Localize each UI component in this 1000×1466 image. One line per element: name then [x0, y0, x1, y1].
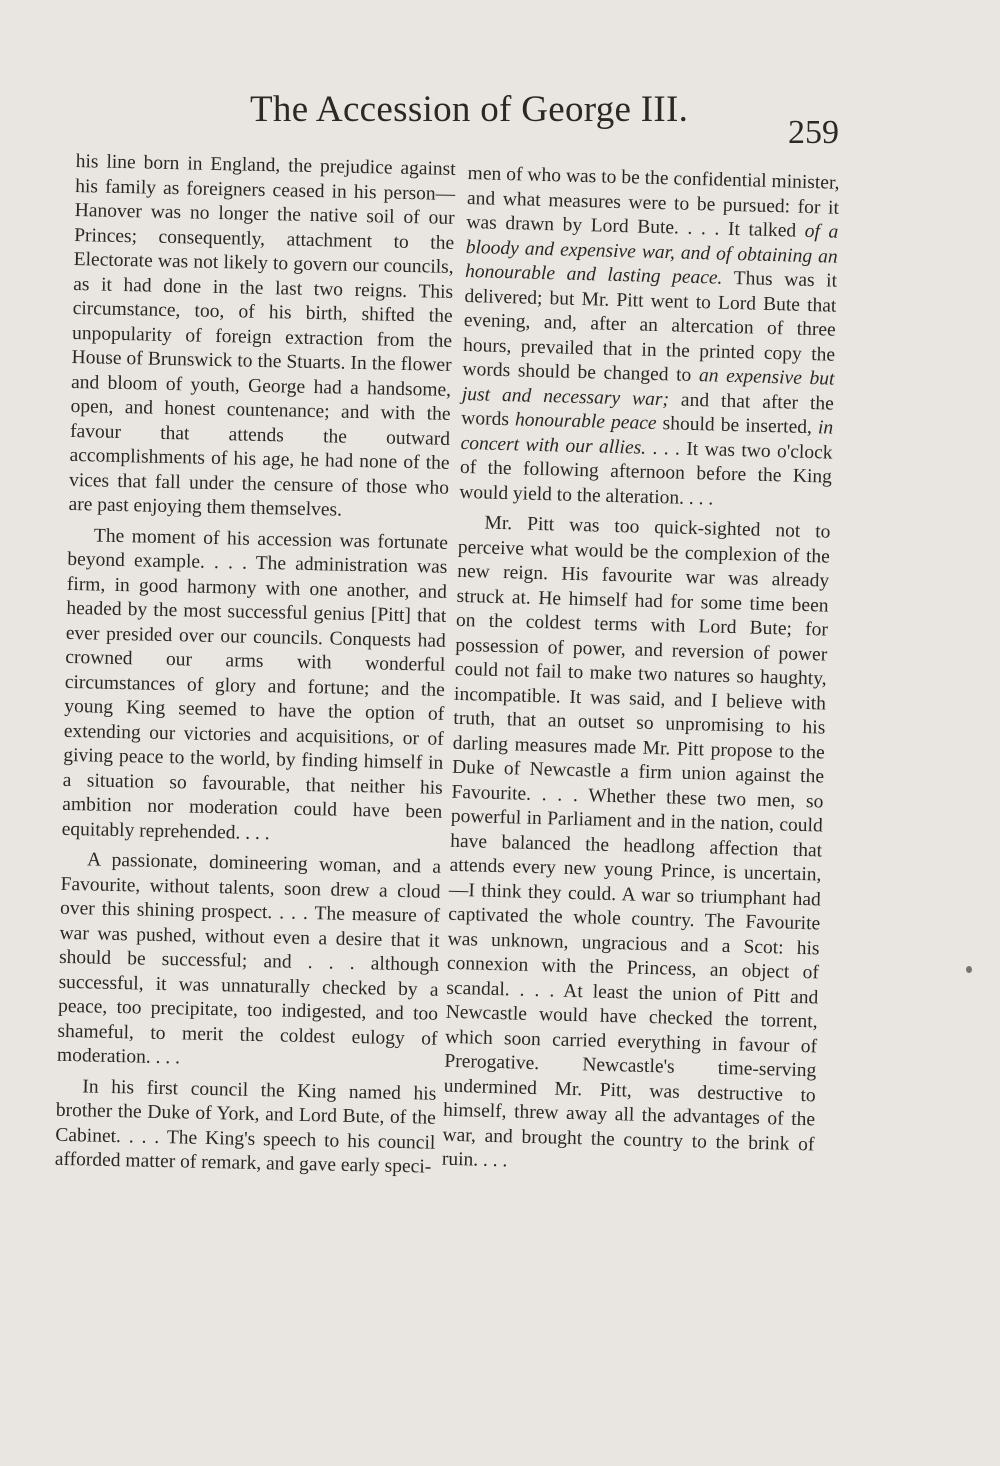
page-number: 259 [788, 114, 839, 151]
paragraph: Mr. Pitt was too quick-sighted not to perceive what would be the complexion of the new reign. His favourite war was already struck at. He himself had for some time been on the coldest terms with Lord Bute; for possession of power, and reversion of power could not fail to make two natures so haughty, incompatible. It was said, and I believe with truth, that an outset so unpromising to his darling measures made Mr. Pitt propose to the Duke of Newcastle a firm union against the Favourite. . . . Whether these two men, so powerful in Parliament and in the nation, could have balanced the headlong affection that attends every new young Prince, is uncertain,—I think they could. A war so triumphant had captivated the whole country. The Favourite was unknown, ungracious and a Scot: his connexion with the Princess, an object of scandal. . . . At least the union of Pitt and Newcastle would have checked the torrent, which soon carried everything in favour of Prerogative. Newcastle's time-serving undermined Mr. Pitt, was destructive to himself, threw away all the advantages of the war, and brought the country to the brink of ruin. . . . [441, 512, 831, 1172]
paragraph: A passionate, domineering woman, and a Favourite, without talents, soon drew a cloud over this shining prospect. . . . The measure of war was pushed, without even a desire that it should be successful; and . . . although successful, it was unnaturally checked by a peace, too precipitate, too indigested, and too shameful, to merit the coldest eulogy of moderation. . . . [56, 849, 442, 1069]
ink-spot [966, 966, 972, 973]
paragraph [459, 162, 840, 515]
italic-quote: honourable peace [514, 409, 657, 435]
italic-quote: of a bloody and expensive war, and of obtaining an honourable and lasting peace. [464, 220, 839, 289]
left-column [55, 150, 456, 1180]
text-run: and that after the words [461, 388, 835, 431]
running-title: The Accession of George III. [250, 89, 689, 130]
italic-quote: in concert with our allies. [460, 417, 834, 459]
text-run: Thus was it delivered; but Mr. Pitt went to Lord Bute that evening, and, after an altercation of three hours, prevailed that in the printed copy the words should be changed to [462, 267, 838, 387]
text-run: . . . It was two o'clock of the following afternoon before the King would yield to the alteration. . . . [459, 437, 833, 510]
text-run: should be inserted, [656, 413, 819, 439]
text-run: men of who was to be the confidential minister, and what measures were to be pursued: for it was drawn by Lord Bute. . . . It talked [466, 162, 840, 242]
paragraph: The moment of his accession was fortunate beyond example. . . . The administration was firm, in good harmony with one another, and headed by the most successful genius [Pitt] that ever presided over our councils. Conquests had crowned our arms with wonderful circumstances of glory and fortune; and the young King seemed to have the option of extending our victories and acquisitions, or of giving peace to the world, by finding himself in a situation so favourable, that neither his ambition nor moderation could have been equitably reprehended. . . . [61, 524, 449, 844]
paragraph: In his first council the King named his brother the Duke of York, and Lord Bute, of the Cabinet. . . . The King's speech to his council afforded matter of remark, and gave early speci- [54, 1075, 437, 1178]
right-column [442, 162, 840, 1182]
italic-quote: an expensive but just and necessary war; [461, 365, 835, 410]
paragraph: his line born in England, the prejudice against his family as foreigners ceased in his person—Hanover was no longer the native soil of our Princes; consequently, attachment to the Electorate was not likely to govern our councils, as it had done in the last two reigns. This circumstance, too, of his birth, shifted the unpopularity of foreign extraction from the House of Brunswick to the Stuarts. In the flower and bloom of youth, George had a handsome, open, and honest countenance; and with the favour that attends the outward accomplishments of his age, he had none of the vices that fall under the censure of those who are past enjoying them themselves. [68, 150, 456, 521]
